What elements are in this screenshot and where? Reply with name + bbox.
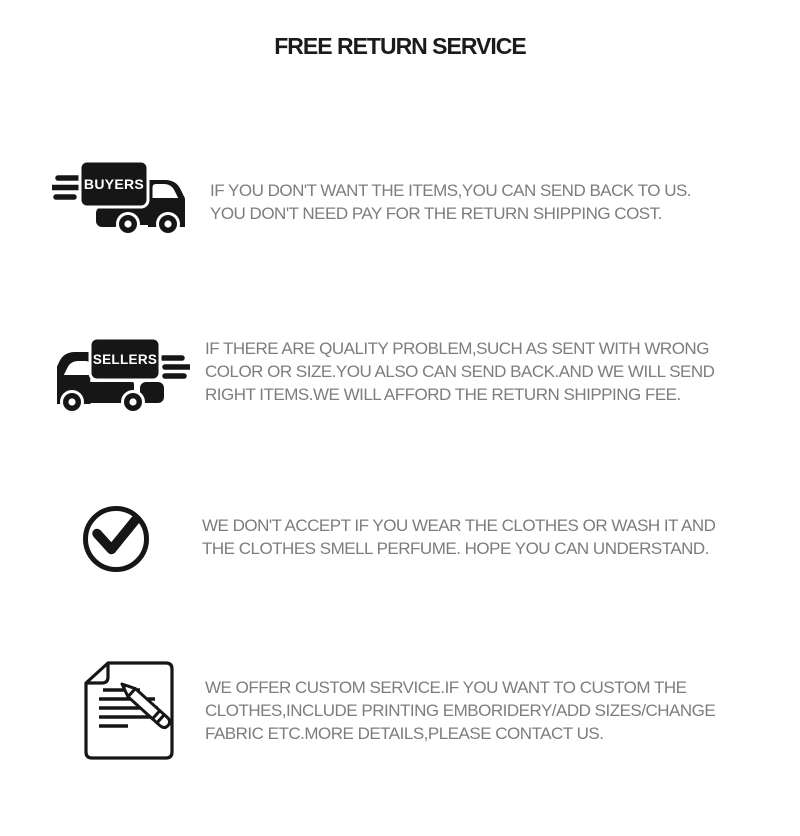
sellers-truck-label: SELLERS: [92, 352, 158, 367]
buyers-truck-icon: [52, 157, 186, 237]
service-text-line: COLOR OR SIZE.YOU ALSO CAN SEND BACK.AND WE WILL SEND: [205, 362, 715, 381]
page-title: FREE RETURN SERVICE: [274, 33, 526, 59]
wear-policy-text: [202, 514, 715, 560]
buyers-truck-label: BUYERS: [83, 176, 145, 192]
service-text-line: THE CLOTHES SMELL PERFUME. HOPE YOU CAN UNDERSTAND.: [202, 539, 709, 558]
sellers-return-text: [205, 337, 714, 406]
custom-service-text: [205, 676, 715, 745]
service-text-line: YOU DON'T NEED PAY FOR THE RETURN SHIPPING COST.: [210, 204, 662, 223]
service-text-line: CLOTHES,INCLUDE PRINTING EMBORIDERY/ADD SIZES/CHANGE: [205, 701, 716, 720]
service-text-line: FABRIC ETC.MORE DETAILS,PLEASE CONTACT US.: [205, 724, 604, 743]
buyers-return-text: [210, 179, 691, 225]
sellers-truck-icon: [56, 333, 190, 415]
check-circle-icon: [82, 505, 150, 573]
service-text-line: WE DON'T ACCEPT IF YOU WEAR THE CLOTHES OR WASH IT AND: [202, 516, 716, 535]
document-pencil-icon: [84, 661, 174, 760]
service-text-line: WE OFFER CUSTOM SERVICE.IF YOU WANT TO CUSTOM THE: [205, 678, 687, 697]
service-text-line: IF THERE ARE QUALITY PROBLEM,SUCH AS SENT WITH WRONG: [205, 339, 709, 358]
service-text-line: RIGHT ITEMS.WE WILL AFFORD THE RETURN SHIPPING FEE.: [205, 385, 681, 404]
service-text-line: IF YOU DON'T WANT THE ITEMS,YOU CAN SEND BACK TO US.: [210, 181, 692, 200]
